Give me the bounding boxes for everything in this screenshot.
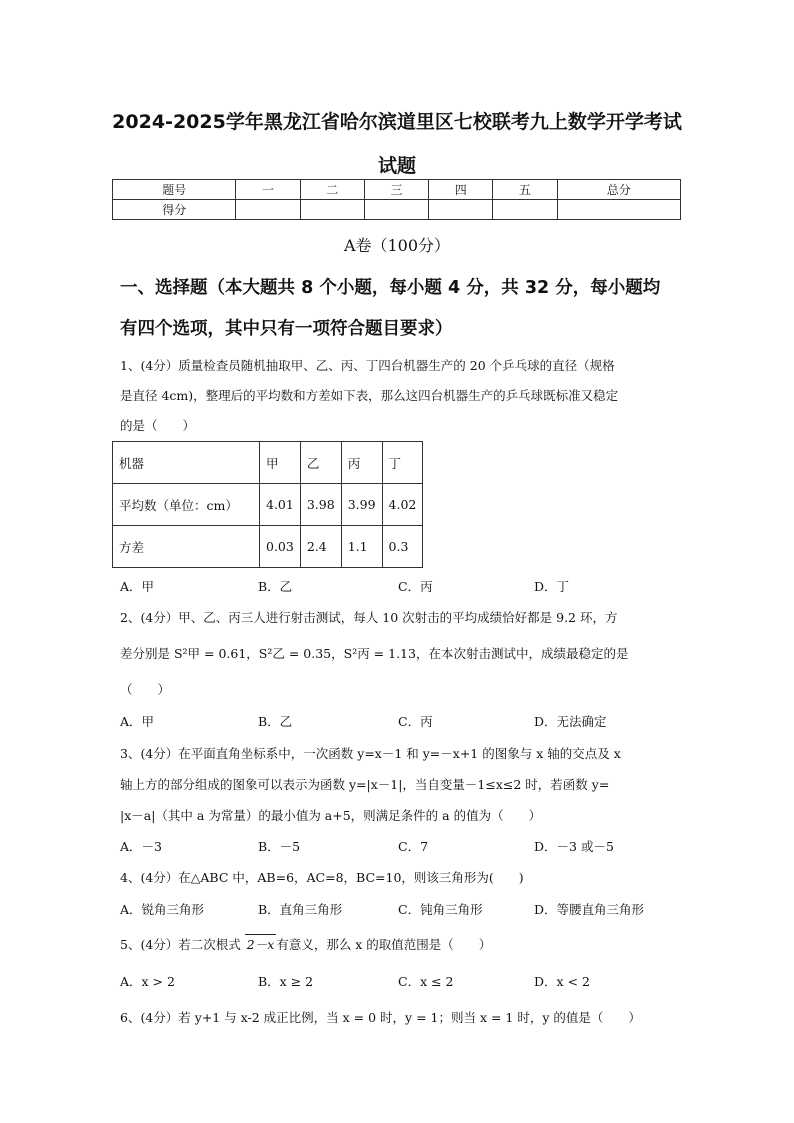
sqrt-radicand: 2－x <box>245 934 277 953</box>
q1-text-line: 的是（ ） <box>120 418 196 433</box>
option-d[interactable]: D．x < 2 <box>534 974 590 989</box>
table-cell: 0.03 <box>260 526 301 568</box>
score-cell <box>236 200 300 220</box>
q3-options <box>120 837 680 857</box>
q5-text-pre: 5、(4分）若二次根式 <box>120 937 241 952</box>
q3-text-line: 轴上方的部分组成的图象可以表示为函数 y=|x－1|，当自变量－1≤x≤2 时，若函数 y= <box>120 777 610 792</box>
q5-text-line <box>120 934 491 953</box>
option-a[interactable]: A．锐角三角形 <box>120 902 205 917</box>
option-c[interactable]: C．x ≤ 2 <box>398 974 454 989</box>
option-d[interactable]: D．－3 或－5 <box>534 839 614 854</box>
score-cell <box>557 200 680 220</box>
section-1-heading-continued: 有四个选项，其中只有一项符合题目要求） <box>120 319 453 339</box>
q1-text-line: 1、(4分）质量检查员随机抽取甲、乙、丙、丁四台机器生产的 20 个乒乓球的直径（规格 <box>120 358 615 373</box>
score-header-cell: 四 <box>429 180 493 200</box>
q2-text-line: 2、(4分）甲、乙、丙三人进行射击测试，每人 10 次射击的平均成绩恰好都是 9.2 环，方 <box>120 610 618 625</box>
table-cell: 1.1 <box>341 526 382 568</box>
q2-options <box>120 712 680 732</box>
section-1-heading: 一、选择题（本大题共 8 个小题，每小题 4 分，共 32 分，每小题均 <box>120 278 661 298</box>
score-table <box>112 179 681 220</box>
option-a[interactable]: A．甲 <box>120 714 155 729</box>
page-title: 2024-2025学年黑龙江省哈尔滨道里区七校联考九上数学开学考试 <box>112 111 682 133</box>
option-c[interactable]: C．7 <box>398 839 429 854</box>
table-cell: 乙 <box>300 442 341 484</box>
score-header-cell: 题号 <box>113 180 236 200</box>
score-table-header-row <box>113 180 681 200</box>
q1-options <box>120 577 680 597</box>
q2-text-line: （ ） <box>120 682 171 697</box>
option-d[interactable]: D．丁 <box>534 579 570 594</box>
q3-text-line: |x－a|（其中 a 为常量）的最小值为 a+5，则满足条件的 a 的值为（ ） <box>120 808 542 823</box>
option-a[interactable]: A．x > 2 <box>120 974 175 989</box>
table-cell: 4.01 <box>260 484 301 526</box>
q4-options <box>120 900 680 920</box>
table-row <box>113 442 423 484</box>
option-d[interactable]: D．等腰直角三角形 <box>534 902 645 917</box>
table-cell: 平均数（单位：cm） <box>113 484 260 526</box>
q6-text-line: 6、(4分）若 y+1 与 x-2 成正比例，当 x = 0 时，y = 1；则当 x = 1 时，y 的值是（ ） <box>120 1010 641 1025</box>
option-a[interactable]: A．甲 <box>120 579 155 594</box>
option-c[interactable]: C．钝角三角形 <box>398 902 483 917</box>
q5-text-post: 有意义，那么 x 的取值范围是（ ） <box>276 937 492 952</box>
table-cell: 3.98 <box>300 484 341 526</box>
table-row <box>113 526 423 568</box>
q3-text-line: 3、(4分）在平面直角坐标系中，一次函数 y=x－1 和 y=－x+1 的图象与 x 轴的交点及 x <box>120 746 621 761</box>
score-header-cell: 一 <box>236 180 300 200</box>
option-b[interactable]: B．直角三角形 <box>258 902 343 917</box>
score-row-label: 得分 <box>113 200 236 220</box>
table-cell: 丁 <box>382 442 423 484</box>
option-b[interactable]: B．－5 <box>258 839 301 854</box>
table-cell: 0.3 <box>382 526 423 568</box>
score-cell <box>493 200 557 220</box>
option-b[interactable]: B．x ≥ 2 <box>258 974 314 989</box>
q4-text-line: 4、(4分）在△ABC 中，AB=6，AC=8，BC=10，则该三角形为( ) <box>120 870 524 885</box>
table-cell: 甲 <box>260 442 301 484</box>
score-header-cell: 二 <box>300 180 364 200</box>
score-cell <box>364 200 428 220</box>
table-cell: 3.99 <box>341 484 382 526</box>
score-header-cell: 五 <box>493 180 557 200</box>
table-cell: 2.4 <box>300 526 341 568</box>
option-d[interactable]: D．无法确定 <box>534 714 607 729</box>
table-row <box>113 484 423 526</box>
score-table-score-row <box>113 200 681 220</box>
score-cell <box>429 200 493 220</box>
q1-text-line: 是直径 4cm)，整理后的平均数和方差如下表，那么这四台机器生产的乒乓球既标准又稳定 <box>120 388 619 403</box>
page-title-continued: 试题 <box>377 155 416 177</box>
option-c[interactable]: C．丙 <box>398 714 433 729</box>
option-c[interactable]: C．丙 <box>398 579 433 594</box>
q2-text-line: 差分别是 S²甲 = 0.61，S²乙 = 0.35，S²丙 = 1.13，在本次射击测试中，成绩最稳定的是 <box>120 646 629 661</box>
table-cell: 丙 <box>341 442 382 484</box>
table-cell: 4.02 <box>382 484 423 526</box>
table-cell: 方差 <box>113 526 260 568</box>
score-cell <box>300 200 364 220</box>
option-b[interactable]: B．乙 <box>258 579 293 594</box>
table-cell: 机器 <box>113 442 260 484</box>
option-b[interactable]: B．乙 <box>258 714 293 729</box>
score-header-cell: 总分 <box>557 180 680 200</box>
score-header-cell: 三 <box>364 180 428 200</box>
option-a[interactable]: A．－3 <box>120 839 162 854</box>
q5-options <box>120 972 680 992</box>
section-a-heading: A卷（100分） <box>343 236 451 255</box>
q1-data-table <box>112 441 423 568</box>
